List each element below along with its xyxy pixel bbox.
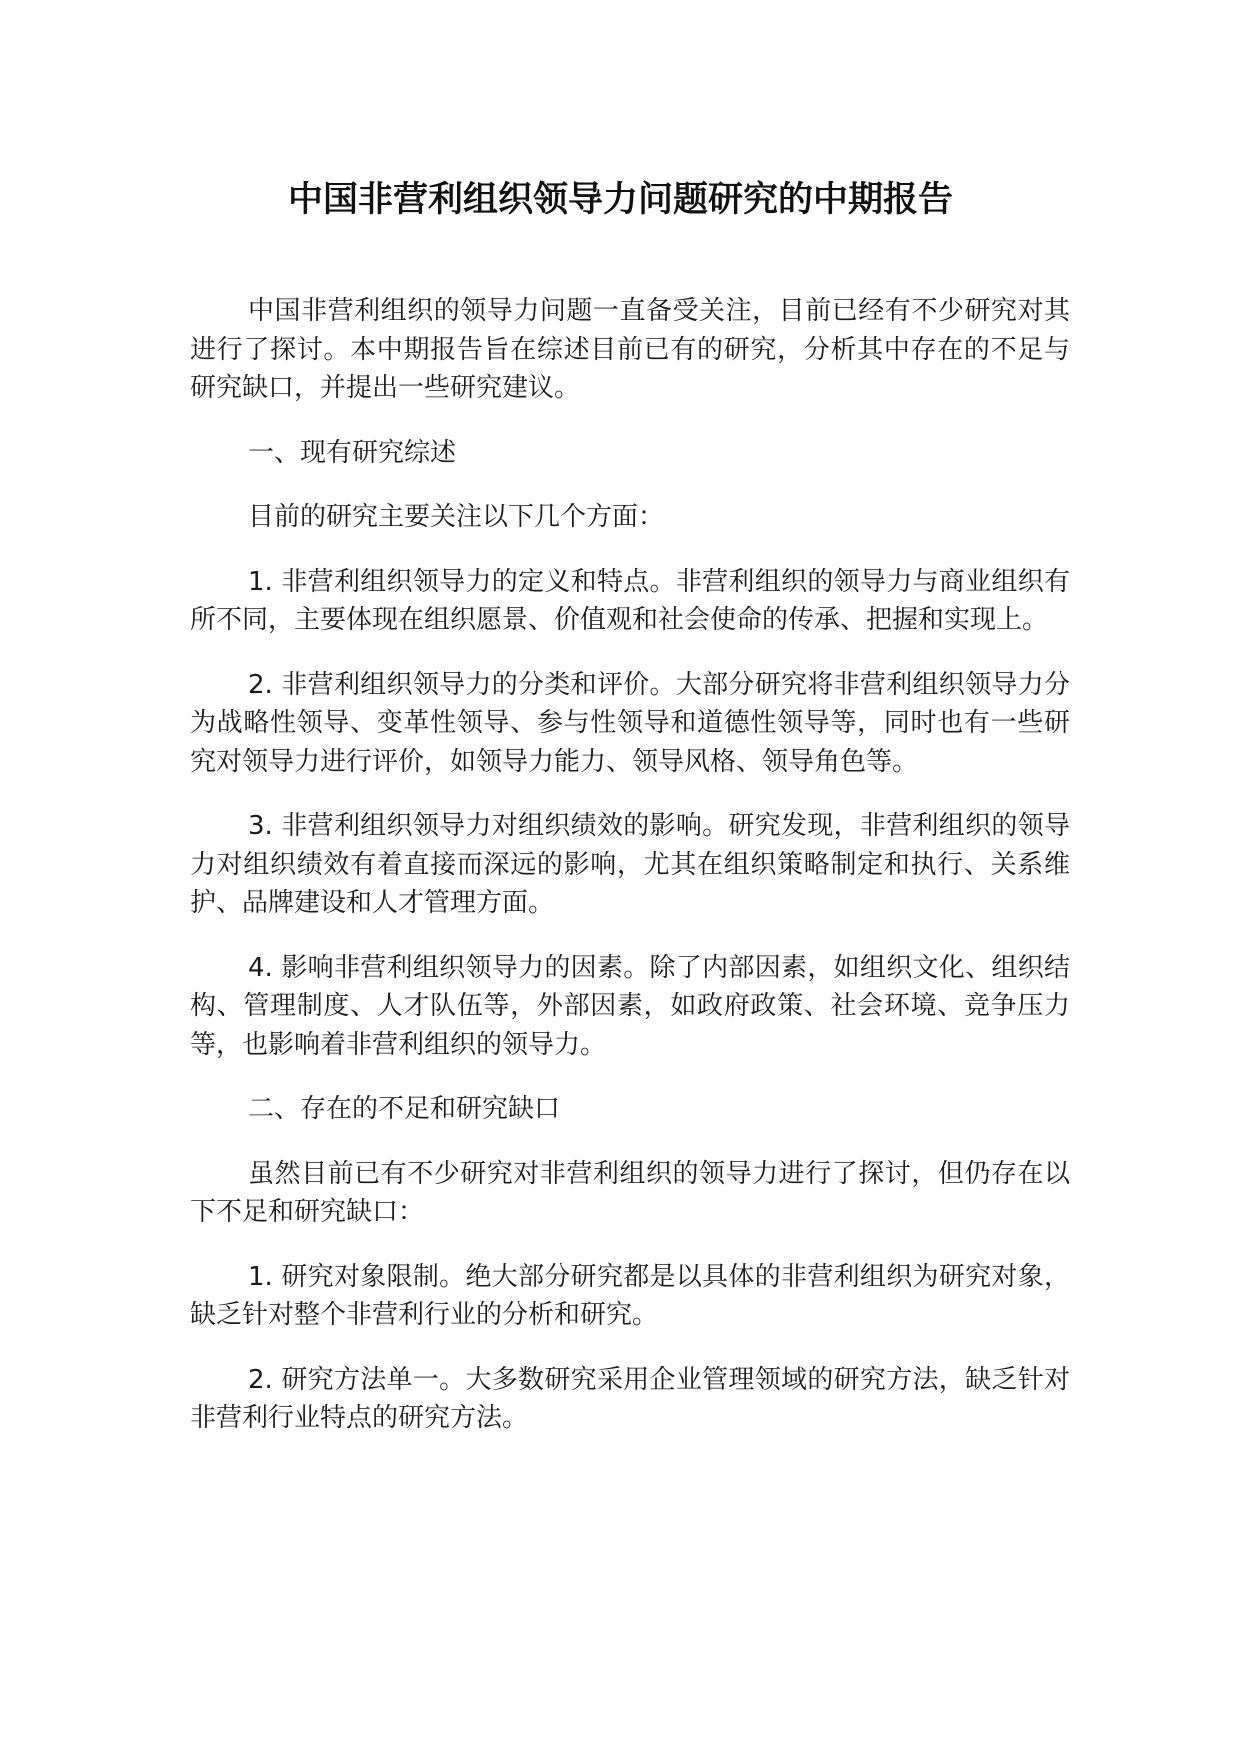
list-item-paragraph: 4. 影响非营利组织领导力的因素。除了内部因素，如组织文化、组织结构、管理制度、人才队伍等，外部因素，如政府政策、社会环境、竞争压力等，也影响着非营利组织的领导力。: [190, 952, 1070, 1060]
list-item-paragraph: 2. 研究方法单一。大多数研究采用企业管理领域的研究方法，缺乏针对非营利行业特点的研究方法。: [190, 1364, 1070, 1433]
list-item-paragraph: 2. 非营利组织领导力的分类和评价。大部分研究将非营利组织领导力分为战略性领导、变革性领导、参与性领导和道德性领导等，同时也有一些研究对领导力进行评价，如领导力能力、领导风格、领导角色等。: [190, 669, 1070, 777]
list-item-paragraph: 1. 研究对象限制。绝大部分研究都是以具体的非营利组织为研究对象，缺乏针对整个非营利行业的分析和研究。: [190, 1261, 1070, 1330]
intro-paragraph: 中国非营利组织的领导力问题一直备受关注，目前已经有不少研究对其进行了探讨。本中期报告旨在综述目前已有的研究，分析其中存在的不足与研究缺口，并提出一些研究建议。: [190, 296, 1070, 403]
list-item-paragraph: 3. 非营利组织领导力对组织绩效的影响。研究发现，非营利组织的领导力对组织绩效有着直接而深远的影响，尤其在组织策略制定和执行、关系维护、品牌建设和人才管理方面。: [190, 811, 1070, 918]
document-body: [190, 292, 1070, 1464]
paragraph: 目前的研究主要关注以下几个方面：: [248, 502, 665, 532]
section-heading-1: 一、现有研究综述: [248, 437, 457, 468]
document-title: 中国非营利组织领导力问题研究的中期报告: [287, 180, 953, 220]
list-item-paragraph: 1. 非营利组织领导力的定义和特点。非营利组织的领导力与商业组织有所不同，主要体现在组织愿景、价值观和社会使命的传承、把握和实现上。: [190, 566, 1070, 635]
paragraph: 虽然目前已有不少研究对非营利组织的领导力进行了探讨，但仍存在以下不足和研究缺口：: [190, 1158, 1070, 1227]
section-heading-2: 二、存在的不足和研究缺口: [248, 1094, 561, 1124]
